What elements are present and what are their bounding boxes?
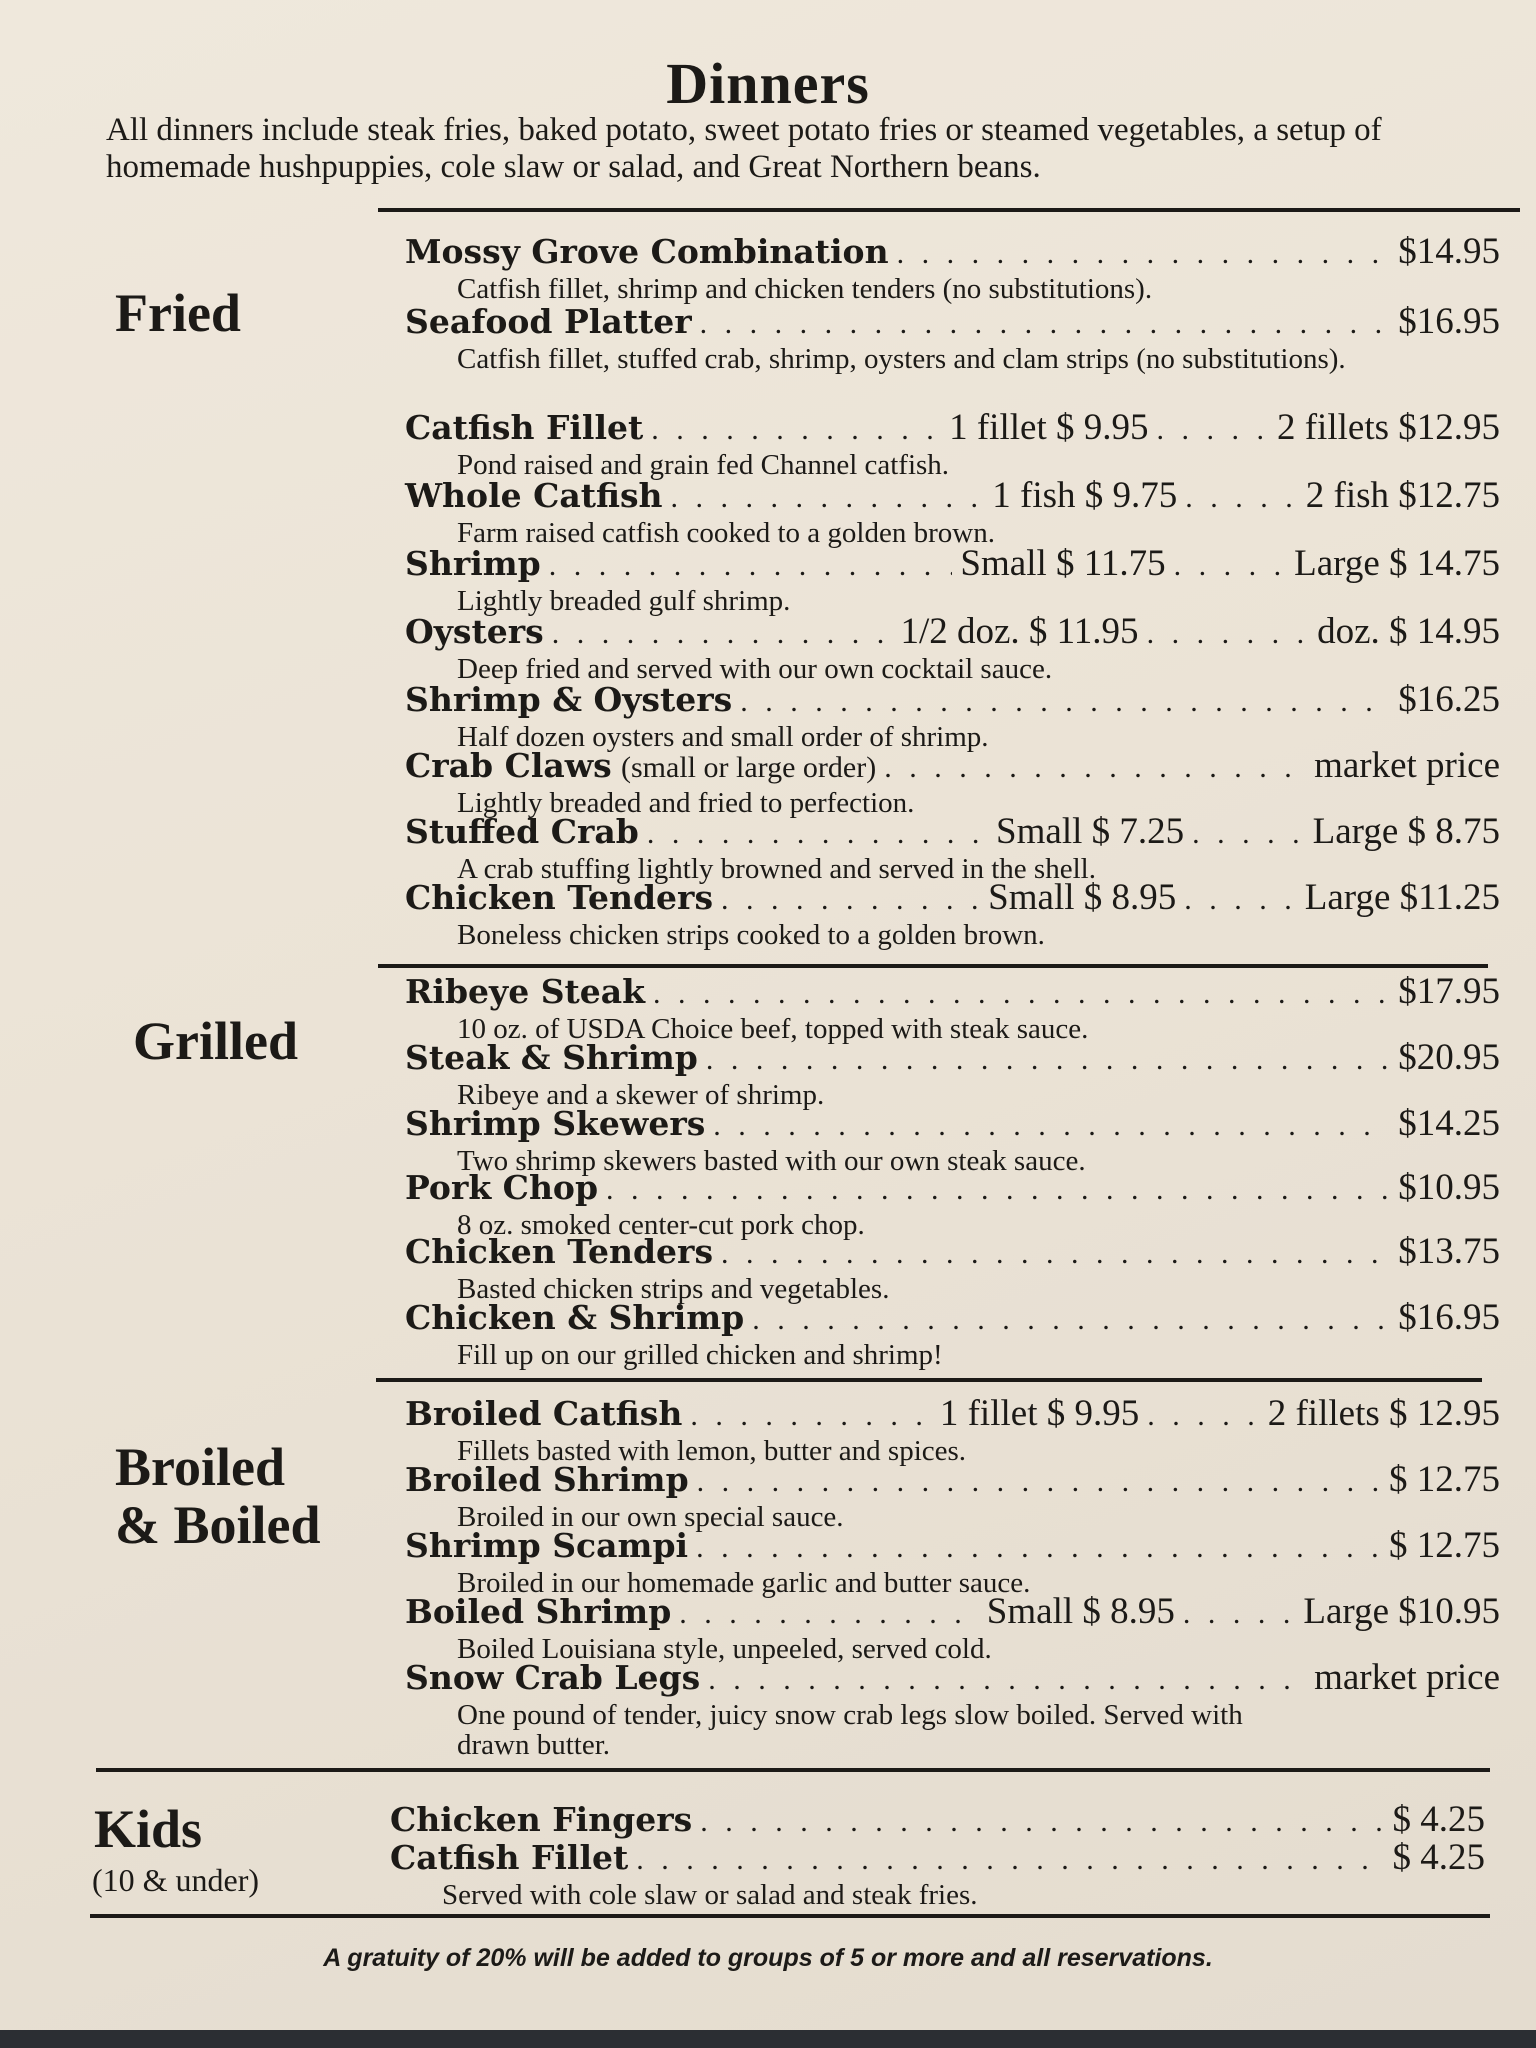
item-price: $10.95 <box>1398 1167 1500 1208</box>
item-description: Ribeye and a skewer of shrimp. <box>457 1079 825 1111</box>
item-name: Catfish Fillet <box>390 1838 629 1877</box>
category-broiled-boiled <box>115 1438 321 1554</box>
menu-item <box>405 1298 1500 1370</box>
menu-item <box>405 1460 1500 1532</box>
item-price: $16.95 <box>1398 301 1500 342</box>
item-name: Oysters <box>405 612 544 651</box>
category-kids: Kids <box>94 1799 203 1859</box>
item-price: $ 12.75 <box>1389 1459 1500 1500</box>
menu-item <box>405 972 1500 1044</box>
divider <box>96 1768 1490 1772</box>
item-note: (small or large order) <box>621 751 877 784</box>
page-title: Dinners <box>666 51 870 116</box>
menu-item <box>405 476 1500 548</box>
menu-item <box>405 1526 1500 1598</box>
item-description: Boiled Louisiana style, unpeeled, served cold. <box>457 1633 992 1665</box>
item-price: $16.95 <box>1398 1297 1500 1338</box>
item-option-1: Small $ 8.95 <box>988 877 1177 918</box>
category-line-2: & Boiled <box>115 1495 321 1555</box>
item-option-2: Large $ 8.75 <box>1312 811 1500 852</box>
item-name: Snow Crab Legs <box>405 1658 701 1697</box>
item-description: Broiled in our own special sauce. <box>457 1501 844 1533</box>
item-description: Fill up on our grilled chicken and shrimp! <box>457 1339 943 1371</box>
menu-item <box>405 746 1500 818</box>
item-description: A crab stuffing lightly browned and served in the shell. <box>457 853 1096 885</box>
item-price: market price <box>1314 745 1500 786</box>
item-price: $14.25 <box>1398 1103 1500 1144</box>
item-name: Pork Chop <box>405 1168 599 1207</box>
item-name: Chicken & Shrimp <box>405 1298 745 1337</box>
item-description: Served with cole slaw or salad and steak fries. <box>442 1879 978 1911</box>
item-name: Steak & Shrimp <box>405 1038 698 1077</box>
item-name: Broiled Shrimp <box>405 1460 689 1499</box>
item-name: Shrimp Skewers <box>405 1104 706 1143</box>
menu-item <box>405 1658 1500 1760</box>
item-name: Chicken Tenders <box>405 878 714 917</box>
item-description: Deep fried and served with our own cocktail sauce. <box>457 653 1053 685</box>
item-price: $ 12.75 <box>1389 1525 1500 1566</box>
item-name: Shrimp & Oysters <box>405 680 733 719</box>
menu-item <box>405 232 1500 304</box>
item-name: Broiled Catfish <box>405 1394 683 1433</box>
item-description: Half dozen oysters and small order of shrimp. <box>457 721 989 753</box>
item-price: $20.95 <box>1398 1037 1500 1078</box>
menu-item <box>405 302 1500 374</box>
item-option-1: 1 fillet $ 9.95 <box>939 1393 1140 1434</box>
item-description: Lightly breaded gulf shrimp. <box>457 585 791 617</box>
menu-item <box>405 812 1500 884</box>
menu-item <box>405 1592 1500 1664</box>
item-price: $14.95 <box>1398 231 1500 272</box>
menu-item <box>405 1168 1500 1240</box>
menu-item <box>405 1394 1500 1466</box>
menu-item <box>390 1800 1485 1842</box>
gratuity-note: A gratuity of 20% will be added to groups of 5 or more and all reservations. <box>323 1944 1213 1972</box>
divider <box>376 1378 1482 1382</box>
menu-item <box>390 1838 1485 1910</box>
item-description: Boneless chicken strips cooked to a golden brown. <box>457 919 1045 951</box>
menu-item <box>405 1232 1500 1304</box>
item-option-1: 1 fillet $ 9.95 <box>949 407 1149 448</box>
item-name: Chicken Fingers <box>390 1800 693 1839</box>
category-grilled: Grilled <box>133 1011 298 1071</box>
category-kids-sublabel: (10 & under) <box>92 1862 260 1898</box>
item-option-1: Small $ 11.75 <box>960 543 1166 584</box>
item-option-2: 2 fish $12.75 <box>1305 475 1500 516</box>
item-name: Stuffed Crab <box>405 812 639 851</box>
item-description: Basted chicken strips and vegetables. <box>457 1273 890 1305</box>
menu-item <box>405 878 1500 950</box>
item-name: Shrimp <box>405 544 541 583</box>
item-option-2: Large $ 14.75 <box>1294 543 1500 584</box>
item-name: Ribeye Steak <box>405 972 646 1011</box>
item-name: Chicken Tenders <box>405 1232 714 1271</box>
menu-item <box>405 408 1500 480</box>
item-name: Boiled Shrimp <box>405 1592 672 1631</box>
item-option-2: Large $11.25 <box>1304 877 1500 918</box>
item-name: Mossy Grove Combination <box>405 232 889 271</box>
item-description: Catfish fillet, shrimp and chicken tenders (no substitutions). <box>457 273 1153 305</box>
item-description: Lightly breaded and fried to perfection. <box>457 787 915 819</box>
menu-item <box>405 1038 1500 1110</box>
item-price: $16.25 <box>1398 679 1500 720</box>
item-option-1: Small $ 7.25 <box>996 811 1185 852</box>
item-description: 10 oz. of USDA Choice beef, topped with steak sauce. <box>457 1013 1089 1045</box>
item-option-1: Small $ 8.95 <box>986 1591 1175 1632</box>
item-description: Fillets basted with lemon, butter and spices. <box>457 1435 967 1467</box>
menu-item <box>405 612 1500 684</box>
item-option-2: Large $10.95 <box>1303 1591 1500 1632</box>
menu-intro: All dinners include steak fries, baked potato, sweet potato fries or steamed vegetables, a setup of homemade hushpuppies, cole slaw or salad, and Great Northern beans. <box>106 112 1382 185</box>
item-description: Pond raised and grain fed Channel catfish. <box>457 449 950 481</box>
menu-item <box>405 1104 1500 1176</box>
item-option-2: 2 fillets $12.95 <box>1276 407 1500 448</box>
divider <box>378 964 1488 968</box>
item-option-1: 1/2 doz. $ 11.95 <box>900 611 1139 652</box>
item-name: Shrimp Scampi <box>405 1526 689 1565</box>
item-price: $13.75 <box>1398 1231 1500 1272</box>
item-description: One pound of tender, juicy snow crab legs slow boiled. Served with drawn butter. <box>457 1699 1243 1761</box>
item-price: $17.95 <box>1398 971 1500 1012</box>
item-price: market price <box>1314 1657 1500 1698</box>
item-option-2: 2 fillets $ 12.95 <box>1267 1393 1500 1434</box>
category-fried: Fried <box>115 283 241 343</box>
item-price: $ 4.25 <box>1392 1799 1485 1840</box>
item-option-2: doz. $ 14.95 <box>1317 611 1500 652</box>
item-price: $ 4.25 <box>1392 1837 1485 1878</box>
menu-item <box>405 680 1500 752</box>
divider <box>90 1914 1490 1918</box>
category-line-1: Broiled <box>115 1437 286 1497</box>
menu-item <box>405 544 1500 616</box>
item-name: Catfish Fillet <box>405 408 644 447</box>
item-option-1: 1 fish $ 9.75 <box>992 475 1178 516</box>
divider <box>378 208 1520 212</box>
item-description: Two shrimp skewers basted with our own steak sauce. <box>457 1145 1086 1177</box>
item-description: Farm raised catfish cooked to a golden brown. <box>457 517 995 549</box>
item-name: Whole Catfish <box>405 476 663 515</box>
item-name: Seafood Platter <box>405 302 692 341</box>
item-name: Crab Claws <box>405 746 612 785</box>
item-description: Catfish fillet, stuffed crab, shrimp, oysters and clam strips (no substitutions). <box>457 343 1346 375</box>
item-description: Broiled in our homemade garlic and butter sauce. <box>457 1567 1031 1599</box>
item-description: 8 oz. smoked center-cut pork chop. <box>457 1209 865 1241</box>
